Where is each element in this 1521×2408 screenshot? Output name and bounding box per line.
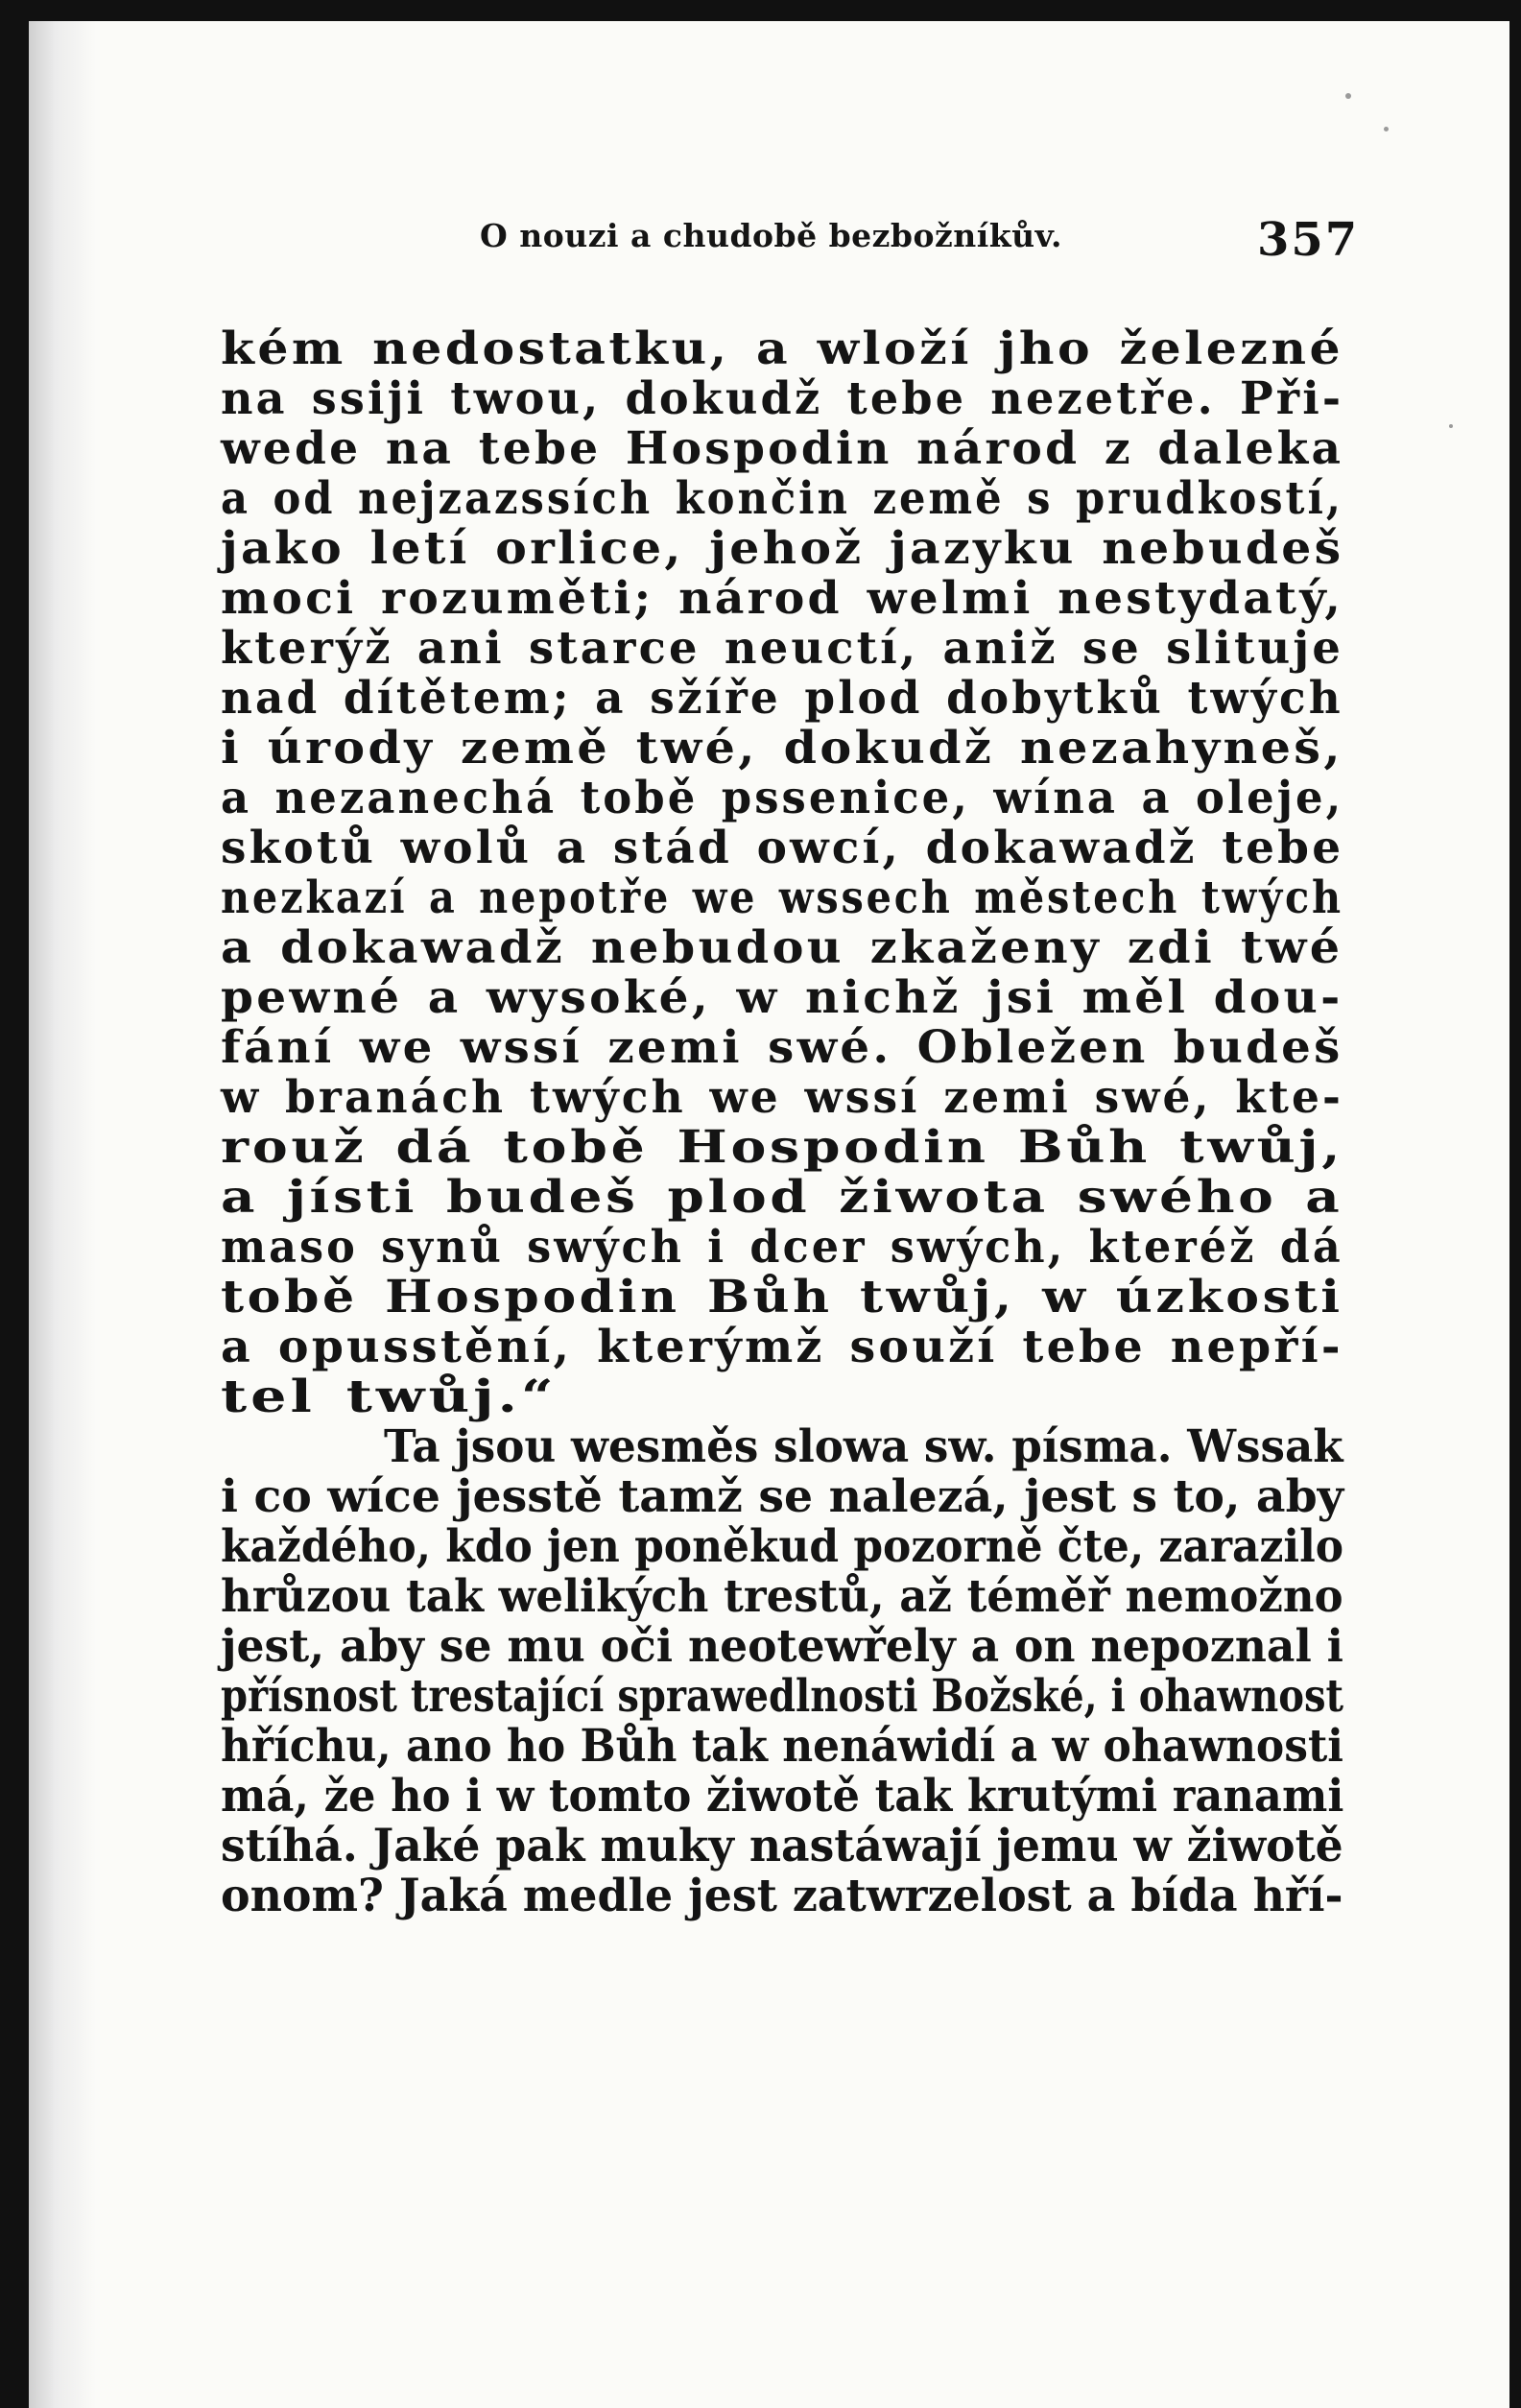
running-title: O nouzi a chudobě bezbožníkův.	[480, 217, 1062, 254]
text-line: a dokawadž nebudou zkaženy zdi twé	[221, 921, 1343, 974]
text-line: w branách twých we wssí zemi swé, kte-	[221, 1071, 1343, 1124]
page-number: 357	[1257, 213, 1360, 267]
text-line: rouž dá tobě Hospodin Bůh twůj,	[221, 1121, 1344, 1174]
text-line: pewné a wysoké, w nichž jsi měl dou-	[221, 971, 1343, 1024]
text-line: hříchu, ano ho Bůh tak nenáwidí a w ohawnosti	[221, 1720, 1343, 1773]
text-line: nad dítětem; a sžíře plod dobytků twých	[221, 672, 1343, 725]
text-line: moci rozuměti; národ welmi nestydatý,	[221, 572, 1344, 625]
text-line: i co wíce jesstě tamž se nalezá, jest s to, aby	[221, 1470, 1344, 1523]
text-line: a nezanechá tobě pssenice, wína a oleje,	[221, 772, 1344, 824]
text-line: kterýž ani starce neuctí, aniž se slituje	[221, 622, 1343, 675]
paper-speck	[1449, 424, 1453, 428]
paragraph-first-line: Ta jsou wesměs slowa sw. písma. Wssak	[384, 1420, 1343, 1473]
text-line: i úrody země twé, dokudž nezahyneš,	[221, 722, 1343, 775]
text-line: jako letí orlice, jehož jazyku nebudeš	[221, 522, 1344, 575]
text-line: maso synů swých i dcer swých, kteréž dá	[221, 1221, 1343, 1274]
text-line: nezkazí a nepotře we wssech městech twých	[221, 871, 1343, 924]
text-line: jest, aby se mu oči neotewřely a on nepoznal i	[221, 1620, 1343, 1673]
text-line: a od nejzazssích končin země s prudkostí,	[221, 472, 1343, 525]
text-line: a jísti budeš plod žiwota swého a	[221, 1171, 1343, 1224]
text-line: kém nedostatku, a wloží jho železné	[221, 322, 1344, 375]
text-line: na ssiji twou, dokudž tebe nezetře. Při-	[221, 372, 1344, 425]
running-head	[29, 213, 1509, 271]
text-line: hrůzou tak welikých trestů, až téměř nemožno	[221, 1570, 1343, 1623]
text-line: stíhá. Jaké pak muky nastáwají jemu w žiwotě	[221, 1820, 1343, 1872]
text-line: onom? Jaká medle jest zatwrzelost a bída hří-	[221, 1870, 1343, 1922]
book-page	[29, 21, 1509, 2408]
text-line: skotů wolů a stád owcí, dokawadž tebe	[221, 822, 1344, 874]
text-line: má, že ho i w tomto žiwotě tak krutými ranami	[221, 1770, 1344, 1823]
text-line: wede na tebe Hospodin národ z daleka	[221, 422, 1344, 475]
text-line: fání we wssí zemi swé. Obležen budeš	[221, 1021, 1343, 1074]
binding-shadow	[29, 21, 96, 2408]
text-line: a opusstění, kterýmž souží tebe nepří-	[221, 1321, 1343, 1373]
text-line: tel twůj.“	[221, 1371, 558, 1423]
paper-speck	[1345, 93, 1351, 99]
text-line: každého, kdo jen poněkud pozorně čte, zarazilo	[221, 1520, 1344, 1573]
paper-speck	[1384, 127, 1389, 131]
text-line: přísnost trestající sprawedlnosti Božské, i ohawnost	[221, 1670, 1344, 1723]
text-line: tobě Hospodin Bůh twůj, w úzkosti	[221, 1271, 1343, 1323]
